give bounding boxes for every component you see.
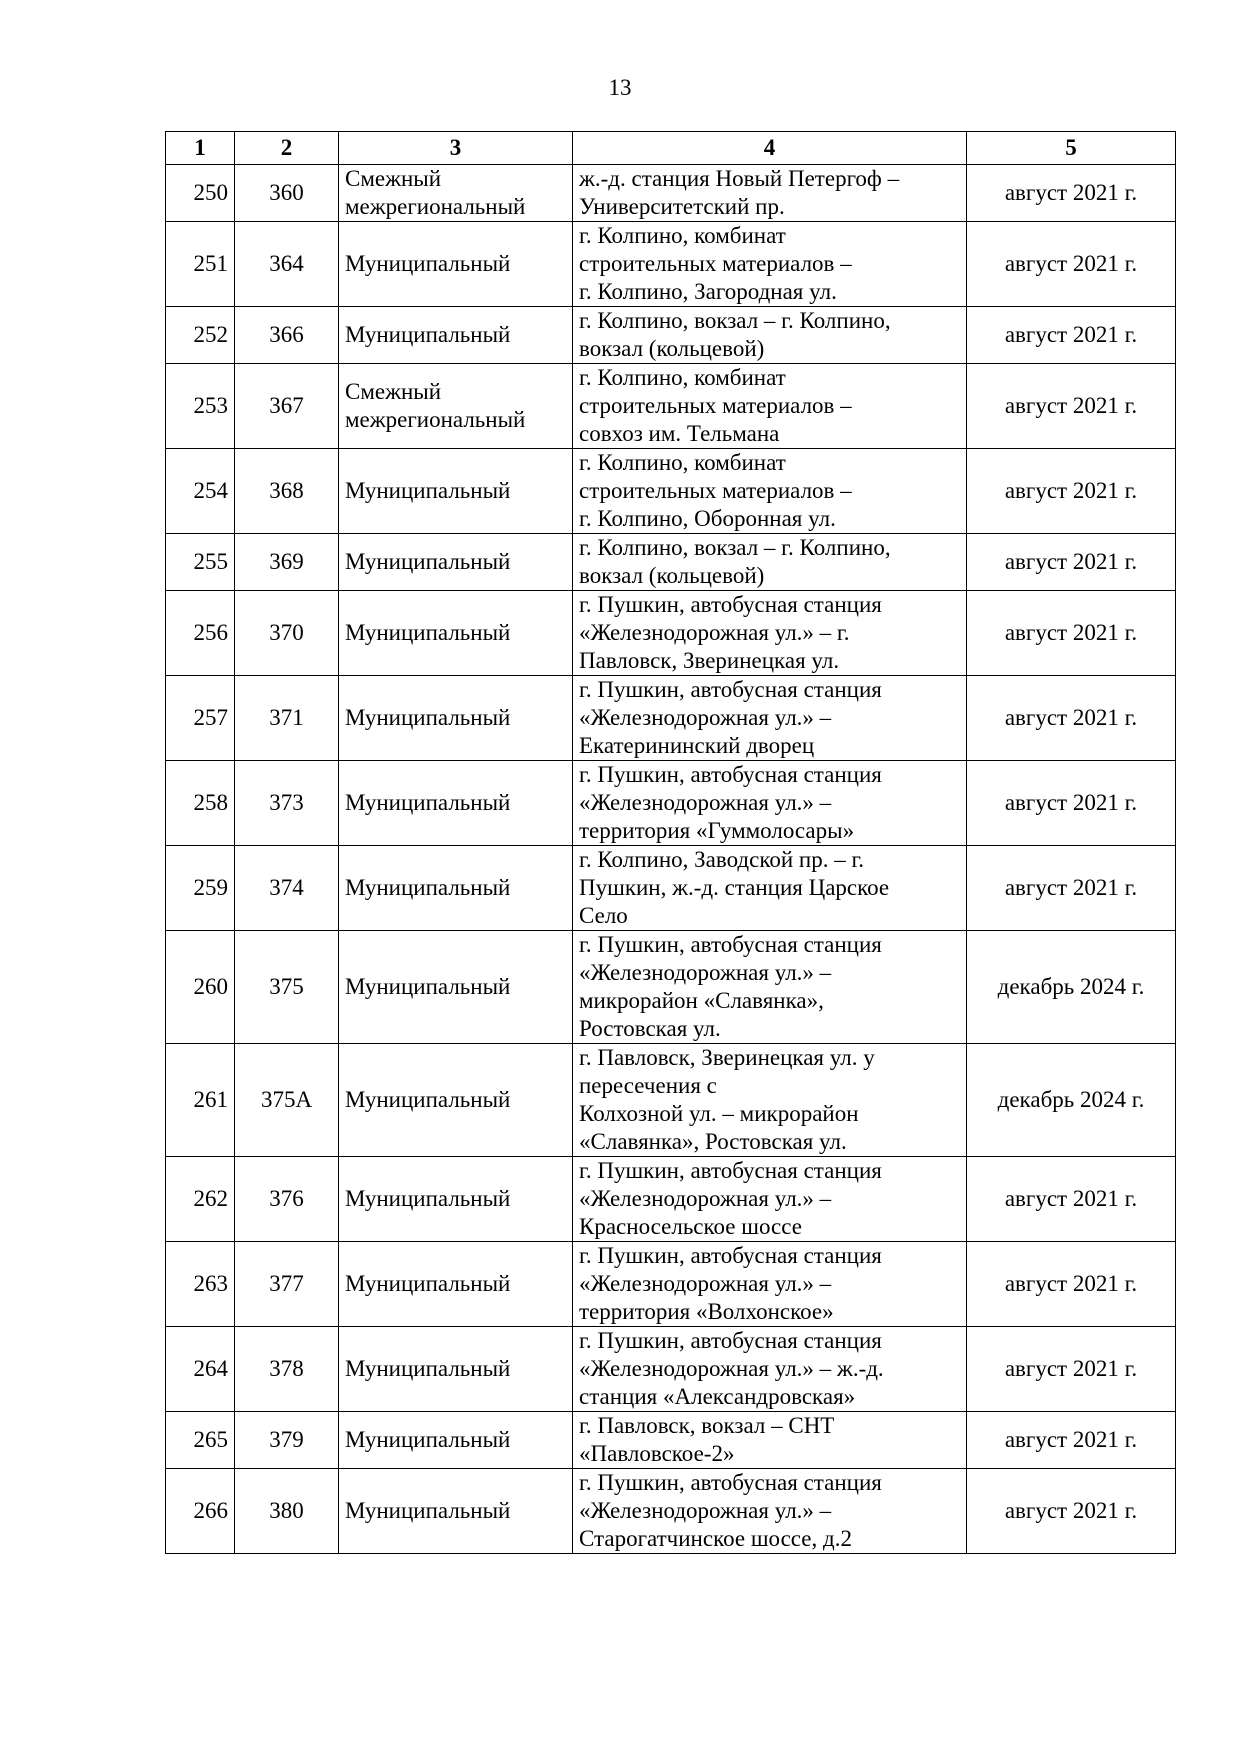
table-row [166, 165, 1176, 222]
route-type-line: Муниципальный [345, 1186, 511, 1211]
date-cell [967, 761, 1176, 846]
date: август 2021 г. [1004, 1498, 1138, 1523]
route-description-line: г. Колпино, комбинат [579, 223, 786, 248]
row-number-cell [166, 222, 235, 307]
header-col-2: 2 [235, 132, 339, 165]
route-number: 360 [269, 180, 304, 205]
route-number: 374 [269, 875, 304, 900]
route-number: 376 [269, 1186, 304, 1211]
route-type-line: Муниципальный [345, 705, 511, 730]
row-number: 262 [193, 1186, 228, 1211]
route-description-line: г. Колпино, Заводской пр. – г. [579, 847, 865, 872]
route-type-line: межрегиональный [345, 194, 526, 219]
route-description-cell [573, 449, 967, 534]
route-type-cell [339, 222, 573, 307]
route-description-line: г. Пушкин, автобусная станция [579, 932, 882, 957]
route-description-line: «Железнодорожная ул.» – [579, 705, 832, 730]
route-type-cell [339, 761, 573, 846]
row-number: 257 [193, 705, 228, 730]
route-description-line: ж.-д. станция Новый Петергоф – [579, 166, 900, 191]
route-type-line: Муниципальный [345, 620, 511, 645]
date: август 2021 г. [1004, 620, 1138, 645]
table-row [166, 534, 1176, 591]
row-number: 261 [193, 1087, 228, 1112]
route-number-cell [235, 364, 339, 449]
route-description-cell [573, 534, 967, 591]
route-number: 367 [269, 393, 304, 418]
route-number-cell [235, 1327, 339, 1412]
route-description-line: вокзал (кольцевой) [579, 336, 765, 361]
route-number-cell [235, 761, 339, 846]
date: декабрь 2024 г. [997, 974, 1145, 999]
route-type-cell [339, 1044, 573, 1157]
date: август 2021 г. [1004, 393, 1138, 418]
route-description-cell [573, 307, 967, 364]
date: август 2021 г. [1004, 251, 1138, 276]
route-description-line: «Железнодорожная ул.» – [579, 1186, 832, 1211]
route-type-cell [339, 1469, 573, 1554]
route-description-line: строительных материалов – [579, 393, 852, 418]
date-cell [967, 449, 1176, 534]
route-type-line: Смежный [345, 166, 442, 191]
route-type-line: Муниципальный [345, 1498, 511, 1523]
route-description-line: Екатерининский дворец [579, 733, 815, 758]
row-number: 256 [193, 620, 228, 645]
table-row [166, 846, 1176, 931]
table-row [166, 591, 1176, 676]
route-description-line: Красносельское шоссе [579, 1214, 802, 1239]
route-description-line: совхоз им. Тельмана [579, 421, 780, 446]
route-number-cell [235, 1157, 339, 1242]
route-description-cell [573, 931, 967, 1044]
route-description-line: территория «Гуммолосары» [579, 818, 855, 843]
route-type-line: Муниципальный [345, 1427, 511, 1452]
table-row [166, 449, 1176, 534]
row-number-cell [166, 1469, 235, 1554]
row-number-cell [166, 364, 235, 449]
route-description-line: «Славянка», Ростовская ул. [579, 1129, 847, 1154]
route-type-cell [339, 1412, 573, 1469]
route-number: 364 [269, 251, 304, 276]
route-description-line: «Железнодорожная ул.» – г. [579, 620, 850, 645]
route-type-cell [339, 1157, 573, 1242]
route-description-cell [573, 1412, 967, 1469]
route-type-cell [339, 1327, 573, 1412]
row-number-cell [166, 761, 235, 846]
date: август 2021 г. [1004, 1427, 1138, 1452]
route-description-line: Университетский пр. [579, 194, 785, 219]
route-description-line: г. Павловск, вокзал – СНТ [579, 1413, 835, 1438]
row-number-cell [166, 1044, 235, 1157]
date: август 2021 г. [1004, 478, 1138, 503]
header-col-1: 1 [166, 132, 235, 165]
route-description-cell [573, 1044, 967, 1157]
route-number-cell [235, 846, 339, 931]
route-description-cell [573, 1469, 967, 1554]
route-type-cell [339, 364, 573, 449]
date: декабрь 2024 г. [997, 1087, 1145, 1112]
route-type-line: Муниципальный [345, 478, 511, 503]
route-type-line: межрегиональный [345, 407, 526, 432]
row-number-cell [166, 931, 235, 1044]
route-description-line: Пушкин, ж.-д. станция Царское [579, 875, 890, 900]
route-number: 378 [269, 1356, 304, 1381]
route-description-cell [573, 1327, 967, 1412]
route-description-line: Ростовская ул. [579, 1016, 721, 1041]
route-description-line: Село [579, 903, 628, 928]
date: август 2021 г. [1004, 180, 1138, 205]
route-description-line: Старогатчинское шоссе, д.2 [579, 1526, 852, 1551]
route-number-cell [235, 165, 339, 222]
row-number-cell [166, 846, 235, 931]
table-body [166, 165, 1176, 1554]
route-type-line: Муниципальный [345, 790, 511, 815]
route-description-line: строительных материалов – [579, 478, 852, 503]
page-number: 13 [608, 75, 632, 100]
table-row [166, 307, 1176, 364]
row-number: 251 [193, 251, 228, 276]
route-type-cell [339, 307, 573, 364]
table-row [166, 1157, 1176, 1242]
row-number: 252 [193, 322, 228, 347]
route-description-line: г. Пушкин, автобусная станция [579, 677, 882, 702]
table-row [166, 1242, 1176, 1327]
date-cell [967, 931, 1176, 1044]
route-description-line: Колхозной ул. – микрорайон [579, 1101, 859, 1126]
route-description-line: «Железнодорожная ул.» – [579, 960, 832, 985]
route-type-line: Муниципальный [345, 1356, 511, 1381]
route-number: 375 [269, 974, 304, 999]
route-number-cell [235, 1469, 339, 1554]
date: август 2021 г. [1004, 790, 1138, 815]
route-type-cell [339, 1242, 573, 1327]
route-type-line: Муниципальный [345, 1087, 511, 1112]
row-number: 259 [193, 875, 228, 900]
route-number: 366 [269, 322, 304, 347]
route-description-line: г. Пушкин, автобусная станция [579, 762, 882, 787]
route-number: 380 [269, 1498, 304, 1523]
table-row [166, 222, 1176, 307]
date-cell [967, 364, 1176, 449]
date-cell [967, 846, 1176, 931]
route-description-line: г. Павловск, Зверинецкая ул. у [579, 1045, 875, 1070]
header-col-4: 4 [573, 132, 967, 165]
route-description-cell [573, 1157, 967, 1242]
date-cell [967, 591, 1176, 676]
route-description-line: г. Колпино, вокзал – г. Колпино, [579, 535, 891, 560]
row-number-cell [166, 1412, 235, 1469]
row-number: 263 [193, 1271, 228, 1296]
table-row [166, 931, 1176, 1044]
route-description-line: г. Пушкин, автобусная станция [579, 1243, 882, 1268]
date-cell [967, 676, 1176, 761]
date-cell [967, 534, 1176, 591]
route-number: 370 [269, 620, 304, 645]
route-description-line: г. Пушкин, автобусная станция [579, 592, 882, 617]
route-description-line: строительных материалов – [579, 251, 852, 276]
date-cell [967, 222, 1176, 307]
route-type-cell [339, 449, 573, 534]
route-number-cell [235, 676, 339, 761]
route-description-line: «Железнодорожная ул.» – ж.-д. [579, 1356, 884, 1381]
route-number-cell [235, 1242, 339, 1327]
route-number: 373 [269, 790, 304, 815]
route-number: 375А [260, 1087, 313, 1112]
route-description-line: «Железнодорожная ул.» – [579, 1271, 832, 1296]
route-description-cell [573, 676, 967, 761]
date-cell [967, 1242, 1176, 1327]
route-description-cell [573, 846, 967, 931]
date-cell [967, 1412, 1176, 1469]
route-description-line: пересечения с [579, 1073, 717, 1098]
route-description-line: вокзал (кольцевой) [579, 563, 765, 588]
route-description-line: г. Колпино, Загородная ул. [579, 279, 837, 304]
row-number-cell [166, 676, 235, 761]
route-number: 379 [269, 1427, 304, 1452]
route-description-line: микрорайон «Славянка», [579, 988, 824, 1013]
header-col-3: 3 [339, 132, 573, 165]
route-number: 369 [269, 549, 304, 574]
date: август 2021 г. [1004, 875, 1138, 900]
route-description-line: станция «Александровская» [579, 1384, 856, 1409]
route-type-line: Муниципальный [345, 974, 511, 999]
route-number-cell [235, 449, 339, 534]
row-number: 255 [193, 549, 228, 574]
row-number-cell [166, 1157, 235, 1242]
route-number: 377 [269, 1271, 304, 1296]
route-type-line: Муниципальный [345, 251, 511, 276]
route-number: 371 [269, 705, 304, 730]
row-number-cell [166, 591, 235, 676]
table-row [166, 1044, 1176, 1157]
route-description-line: Павловск, Зверинецкая ул. [579, 648, 840, 673]
route-description-line: «Железнодорожная ул.» – [579, 1498, 832, 1523]
row-number: 250 [193, 180, 228, 205]
route-type-cell [339, 591, 573, 676]
route-number-cell [235, 1412, 339, 1469]
row-number: 253 [193, 393, 228, 418]
route-type-line: Муниципальный [345, 875, 511, 900]
date: август 2021 г. [1004, 322, 1138, 347]
route-number-cell [235, 591, 339, 676]
date: август 2021 г. [1004, 705, 1138, 730]
row-number: 260 [193, 974, 228, 999]
route-type-cell [339, 676, 573, 761]
table-row [166, 364, 1176, 449]
table-row [166, 1412, 1176, 1469]
table-row [166, 1469, 1176, 1554]
date-cell [967, 1469, 1176, 1554]
row-number-cell [166, 1242, 235, 1327]
route-description-line: г. Пушкин, автобусная станция [579, 1470, 882, 1495]
route-description-line: «Железнодорожная ул.» – [579, 790, 832, 815]
table-header-row [166, 132, 1176, 165]
route-description-line: «Павловское-2» [579, 1441, 735, 1466]
route-description-line: г. Колпино, комбинат [579, 365, 786, 390]
route-description-line: г. Пушкин, автобусная станция [579, 1158, 882, 1183]
date: август 2021 г. [1004, 1186, 1138, 1211]
route-type-line: Муниципальный [345, 1271, 511, 1296]
route-number-cell [235, 222, 339, 307]
table-row [166, 761, 1176, 846]
route-type-cell [339, 931, 573, 1044]
route-description-cell [573, 222, 967, 307]
routes-table [165, 131, 1176, 1554]
date-cell [967, 1157, 1176, 1242]
route-description-line: г. Пушкин, автобусная станция [579, 1328, 882, 1353]
route-type-line: Муниципальный [345, 549, 511, 574]
date-cell [967, 307, 1176, 364]
route-description-line: г. Колпино, комбинат [579, 450, 786, 475]
route-description-cell [573, 761, 967, 846]
route-description-cell [573, 1242, 967, 1327]
route-number: 368 [269, 478, 304, 503]
date-cell [967, 1327, 1176, 1412]
header-col-5: 5 [967, 132, 1176, 165]
row-number-cell [166, 307, 235, 364]
route-type-line: Смежный [345, 379, 442, 404]
row-number: 254 [193, 478, 228, 503]
row-number: 264 [193, 1356, 228, 1381]
table-row [166, 1327, 1176, 1412]
route-description-line: территория «Волхонское» [579, 1299, 834, 1324]
row-number-cell [166, 534, 235, 591]
row-number-cell [166, 165, 235, 222]
route-number-cell [235, 931, 339, 1044]
route-number-cell [235, 307, 339, 364]
date: август 2021 г. [1004, 1356, 1138, 1381]
route-type-cell [339, 534, 573, 591]
date-cell [967, 165, 1176, 222]
row-number: 266 [193, 1498, 228, 1523]
row-number: 265 [193, 1427, 228, 1452]
row-number-cell [166, 449, 235, 534]
row-number: 258 [193, 790, 228, 815]
route-description-line: г. Колпино, Оборонная ул. [579, 506, 836, 531]
date-cell [967, 1044, 1176, 1157]
route-description-cell [573, 364, 967, 449]
route-description-cell [573, 165, 967, 222]
route-number-cell [235, 534, 339, 591]
row-number-cell [166, 1327, 235, 1412]
table-row [166, 676, 1176, 761]
route-number-cell [235, 1044, 339, 1157]
route-type-cell [339, 846, 573, 931]
route-description-line: г. Колпино, вокзал – г. Колпино, [579, 308, 891, 333]
route-type-line: Муниципальный [345, 322, 511, 347]
route-description-cell [573, 591, 967, 676]
date: август 2021 г. [1004, 1271, 1138, 1296]
route-type-cell [339, 165, 573, 222]
date: август 2021 г. [1004, 549, 1138, 574]
